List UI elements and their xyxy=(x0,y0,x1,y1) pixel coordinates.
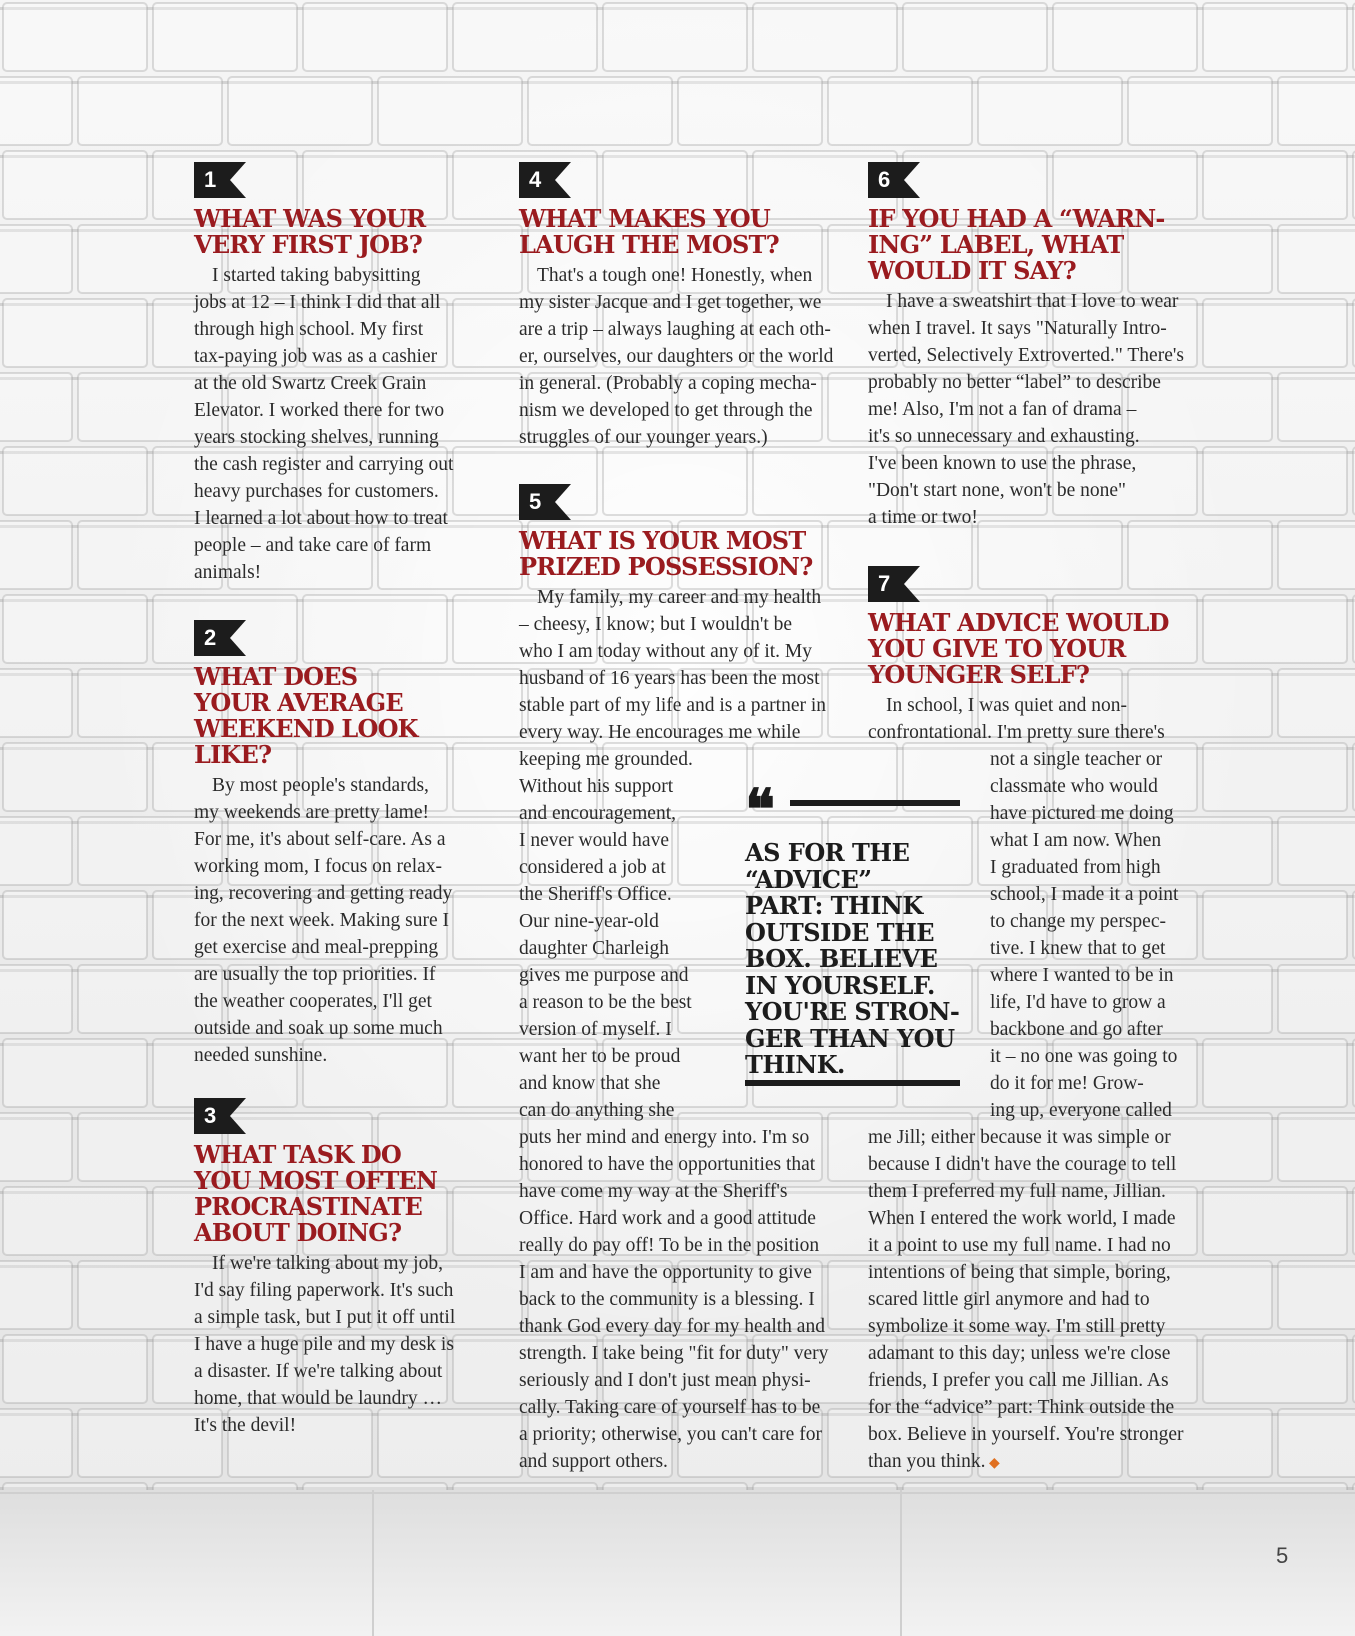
answer-line: husband of 16 years has been the most xyxy=(519,668,820,689)
question-number-tag: 3 xyxy=(194,1098,230,1134)
answer-text xyxy=(519,262,849,451)
pull-quote xyxy=(745,777,960,1079)
answer-line: friends, I prefer you call me Jillian. As xyxy=(868,1370,1169,1391)
answer-line: box. Believe in yourself. You're stronger xyxy=(868,1424,1184,1445)
answer-line: That's a tough one! Honestly, when xyxy=(537,265,813,286)
answer-line: probably no better “label” to describe xyxy=(868,372,1161,393)
question-number-tag: 5 xyxy=(519,484,555,520)
answer-line: seriously and I don't just mean physi- xyxy=(519,1370,811,1391)
answer-line: can do anything she xyxy=(519,1100,675,1121)
answer-line: I graduated from high xyxy=(990,857,1161,878)
answer-line: a disaster. If we're talking about xyxy=(194,1361,443,1382)
answer-line: than you think. ◆ xyxy=(868,1451,1000,1472)
answer-line: verted, Selectively Extroverted." There's xyxy=(868,345,1184,366)
tile-floor xyxy=(0,1490,1355,1636)
answer-line: for the next week. Making sure I xyxy=(194,910,450,931)
pull-quote-top-rule xyxy=(790,800,960,806)
pull-quote-line: AS FOR THE xyxy=(745,838,910,867)
answer-line: Office. Hard work and a good attitude xyxy=(519,1208,816,1229)
answer-line: working mom, I focus on relax- xyxy=(194,856,443,877)
question-number-tag: 4 xyxy=(519,162,555,198)
answer-line: the Sheriff's Office. xyxy=(519,884,672,905)
answer-line: when I travel. It says "Naturally Intro- xyxy=(868,318,1167,339)
answer-line: intentions of being that simple, boring, xyxy=(868,1262,1171,1283)
answer-line: In school, I was quiet and non- xyxy=(886,695,1127,716)
answer-line: have pictured me doing xyxy=(990,803,1174,824)
answer-line: life, I'd have to grow a xyxy=(990,992,1166,1013)
answer-line: confrontational. I'm pretty sure there's xyxy=(868,722,1165,743)
page-number: 5 xyxy=(1276,1543,1289,1568)
answer-line: honored to have the opportunities that xyxy=(519,1154,816,1175)
answer-line: do it for me! Grow- xyxy=(990,1073,1144,1094)
answer-line: backbone and go after xyxy=(990,1019,1163,1040)
pull-quote-line: BOX. BELIEVE xyxy=(745,944,938,973)
answer-line: people – and take care of farm xyxy=(194,535,432,556)
answer-line: "Don't start none, won't be none" xyxy=(868,480,1126,501)
answer-line: my sister Jacque and I get together, we xyxy=(519,292,822,313)
answer-line: strength. I take being "fit for duty" very xyxy=(519,1343,829,1364)
question-6 xyxy=(868,162,1198,531)
answer-line: a priority; otherwise, you can't care for xyxy=(519,1424,822,1445)
answer-line: heavy purchases for customers. xyxy=(194,481,439,502)
answer-text xyxy=(194,772,469,1069)
pull-quote-line: IN YOURSELF. xyxy=(745,970,935,1000)
question-heading: WHAT IS YOUR MOST PRIZED POSSESSION? xyxy=(519,526,813,581)
answer-line: are usually the top priorities. If xyxy=(194,964,436,985)
answer-line: home, that would be laundry … xyxy=(194,1388,443,1409)
answer-line: have come my way at the Sheriff's xyxy=(519,1181,788,1202)
answer-line: me Jill; either because it was simple or xyxy=(868,1127,1171,1148)
pull-quote-line: OUTSIDE THE xyxy=(745,917,935,947)
answer-line: I never would have xyxy=(519,830,669,851)
question-2 xyxy=(194,620,469,1069)
answer-line: Without his support xyxy=(519,776,674,797)
answer-line: I am and have the opportunity to give xyxy=(519,1262,812,1283)
answer-text xyxy=(868,288,1198,531)
answer-line: I have a huge pile and my desk is xyxy=(194,1334,454,1355)
answer-line: through high school. My first xyxy=(194,319,424,340)
answer-line: For me, it's about self-care. As a xyxy=(194,829,446,850)
answer-line: are a trip – always laughing at each oth- xyxy=(519,319,831,340)
answer-line: I've been known to use the phrase, xyxy=(868,453,1137,474)
answer-line: daughter Charleigh xyxy=(519,938,669,959)
answer-line: needed sunshine. xyxy=(194,1045,328,1066)
quote-mark-icon: ❝ xyxy=(745,777,776,843)
answer-line: stable part of my life and is a partner in xyxy=(519,695,827,716)
answer-line: cally. Taking care of yourself has to be xyxy=(519,1397,821,1418)
question-number-tag: 7 xyxy=(868,566,904,602)
answer-line: thank God every day for my health and xyxy=(519,1316,825,1337)
question-number-tag: 2 xyxy=(194,620,230,656)
end-mark-icon: ◆ xyxy=(985,1456,1000,1471)
answer-line: Elevator. I worked there for two xyxy=(194,400,445,421)
answer-line: ing, recovering and getting ready xyxy=(194,883,453,904)
answer-line: It's the devil! xyxy=(194,1415,297,1436)
pull-quote-line: GER THAN YOU xyxy=(745,1023,955,1053)
answer-line: nism we developed to get through the xyxy=(519,400,813,421)
answer-line: a simple task, but I put it off until xyxy=(194,1307,456,1328)
answer-line: school, I made it a point xyxy=(990,884,1179,905)
answer-line: When I entered the work world, I made xyxy=(868,1208,1176,1229)
answer-line: at the old Swartz Creek Grain xyxy=(194,373,427,394)
answer-line: Our nine-year-old xyxy=(519,911,659,932)
answer-line: I learned a lot about how to treat xyxy=(194,508,448,529)
answer-line: considered a job at xyxy=(519,857,666,878)
answer-line: er, ourselves, our daughters or the world xyxy=(519,346,834,367)
pull-quote-line: YOU'RE STRON- xyxy=(745,997,960,1026)
answer-line: tive. I knew that to get xyxy=(990,938,1166,959)
answer-line: really do pay off! To be in the position xyxy=(519,1235,820,1256)
question-heading: WHAT DOES YOUR AVERAGE WEEKEND LOOK LIKE? xyxy=(194,662,418,769)
answer-line: – cheesy, I know; but I wouldn't be xyxy=(519,614,793,635)
answer-text xyxy=(194,1250,469,1439)
question-heading: WHAT WAS YOUR VERY FIRST JOB? xyxy=(194,204,426,259)
question-heading: IF YOU HAD A “WARN-ING” LABEL, WHAT WOULD IT SAY? xyxy=(868,204,1165,285)
answer-line: and encouragement, xyxy=(519,803,677,824)
answer-line: it a point to use my full name. I had no xyxy=(868,1235,1171,1256)
question-1 xyxy=(194,162,469,586)
answer-line: By most people's standards, xyxy=(212,775,429,796)
answer-line: scared little girl anymore and had to xyxy=(868,1289,1150,1310)
pull-quote-bottom-rule xyxy=(745,1080,960,1086)
answer-line: My family, my career and my health xyxy=(537,587,822,608)
answer-line: in general. (Probably a coping mecha- xyxy=(519,373,817,394)
answer-line: every way. He encourages me while xyxy=(519,722,801,743)
question-heading: WHAT MAKES YOU LAUGH THE MOST? xyxy=(519,204,779,259)
answer-line: animals! xyxy=(194,562,262,583)
answer-line: I'd say filing paperwork. It's such xyxy=(194,1280,454,1301)
answer-line: who I am today without any of it. My xyxy=(519,641,813,662)
pull-quote-line: “ADVICE” xyxy=(745,864,872,894)
answer-line: ing up, everyone called xyxy=(990,1100,1172,1121)
answer-line: a reason to be the best xyxy=(519,992,692,1013)
answer-line: a time or two! xyxy=(868,507,978,528)
answer-line: adamant to this day; unless we're close xyxy=(868,1343,1171,1364)
answer-line: me! Also, I'm not a fan of drama – xyxy=(868,399,1137,420)
answer-line: where I wanted to be in xyxy=(990,965,1174,986)
answer-line: the cash register and carrying out xyxy=(194,454,454,475)
question-heading: WHAT ADVICE WOULD YOU GIVE TO YOUR YOUNGER SELF? xyxy=(868,608,1169,689)
answer-line: not a single teacher or xyxy=(990,749,1163,770)
question-4 xyxy=(519,162,849,451)
answer-line: version of myself. I xyxy=(519,1019,672,1040)
answer-line: my weekends are pretty lame! xyxy=(194,802,429,823)
answer-line: to change my perspec- xyxy=(990,911,1166,932)
answer-line: them I preferred my full name, Jillian. xyxy=(868,1181,1166,1202)
answer-line: what I am now. When xyxy=(990,830,1162,851)
answer-line: years stocking shelves, running xyxy=(194,427,439,448)
answer-line: and know that she xyxy=(519,1073,661,1094)
question-heading: WHAT TASK DO YOU MOST OFTEN PROCRASTINATE ABOUT DOING? xyxy=(194,1140,438,1247)
pull-quote-line: PART: THINK xyxy=(745,891,923,920)
answer-line: I started taking babysitting xyxy=(212,265,421,286)
answer-line: gives me purpose and xyxy=(519,965,689,986)
question-number-tag: 1 xyxy=(194,162,230,198)
answer-line: struggles of our younger years.) xyxy=(519,427,768,448)
answer-line: jobs at 12 – I think I did that all xyxy=(194,292,441,313)
answer-line: and support others. xyxy=(519,1451,668,1472)
question-number-tag: 6 xyxy=(868,162,904,198)
answer-text xyxy=(194,262,469,586)
answer-line: outside and soak up some much xyxy=(194,1018,443,1039)
answer-line: back to the community is a blessing. I xyxy=(519,1289,815,1310)
answer-line: I have a sweatshirt that I love to wear xyxy=(886,291,1179,312)
answer-line: If we're talking about my job, xyxy=(212,1253,443,1274)
answer-line: get exercise and meal-prepping xyxy=(194,937,439,958)
answer-line: want her to be proud xyxy=(519,1046,681,1067)
pull-quote-line: THINK. xyxy=(745,1050,845,1079)
answer-line: keeping me grounded. xyxy=(519,749,693,770)
answer-line: classmate who would xyxy=(990,776,1158,797)
answer-line: the weather cooperates, I'll get xyxy=(194,991,432,1012)
answer-line: it – no one was going to xyxy=(990,1046,1178,1067)
answer-line: tax-paying job was as a cashier xyxy=(194,346,438,367)
answer-line: because I didn't have the courage to tell xyxy=(868,1154,1177,1175)
answer-line: symbolize it some way. I'm still pretty xyxy=(868,1316,1166,1337)
question-3 xyxy=(194,1098,469,1439)
answer-line: for the “advice” part: Think outside the xyxy=(868,1397,1175,1418)
pull-quote-text xyxy=(745,840,960,1079)
answer-line: puts her mind and energy into. I'm so xyxy=(519,1127,810,1148)
answer-line: it's so unnecessary and exhausting. xyxy=(868,426,1140,447)
